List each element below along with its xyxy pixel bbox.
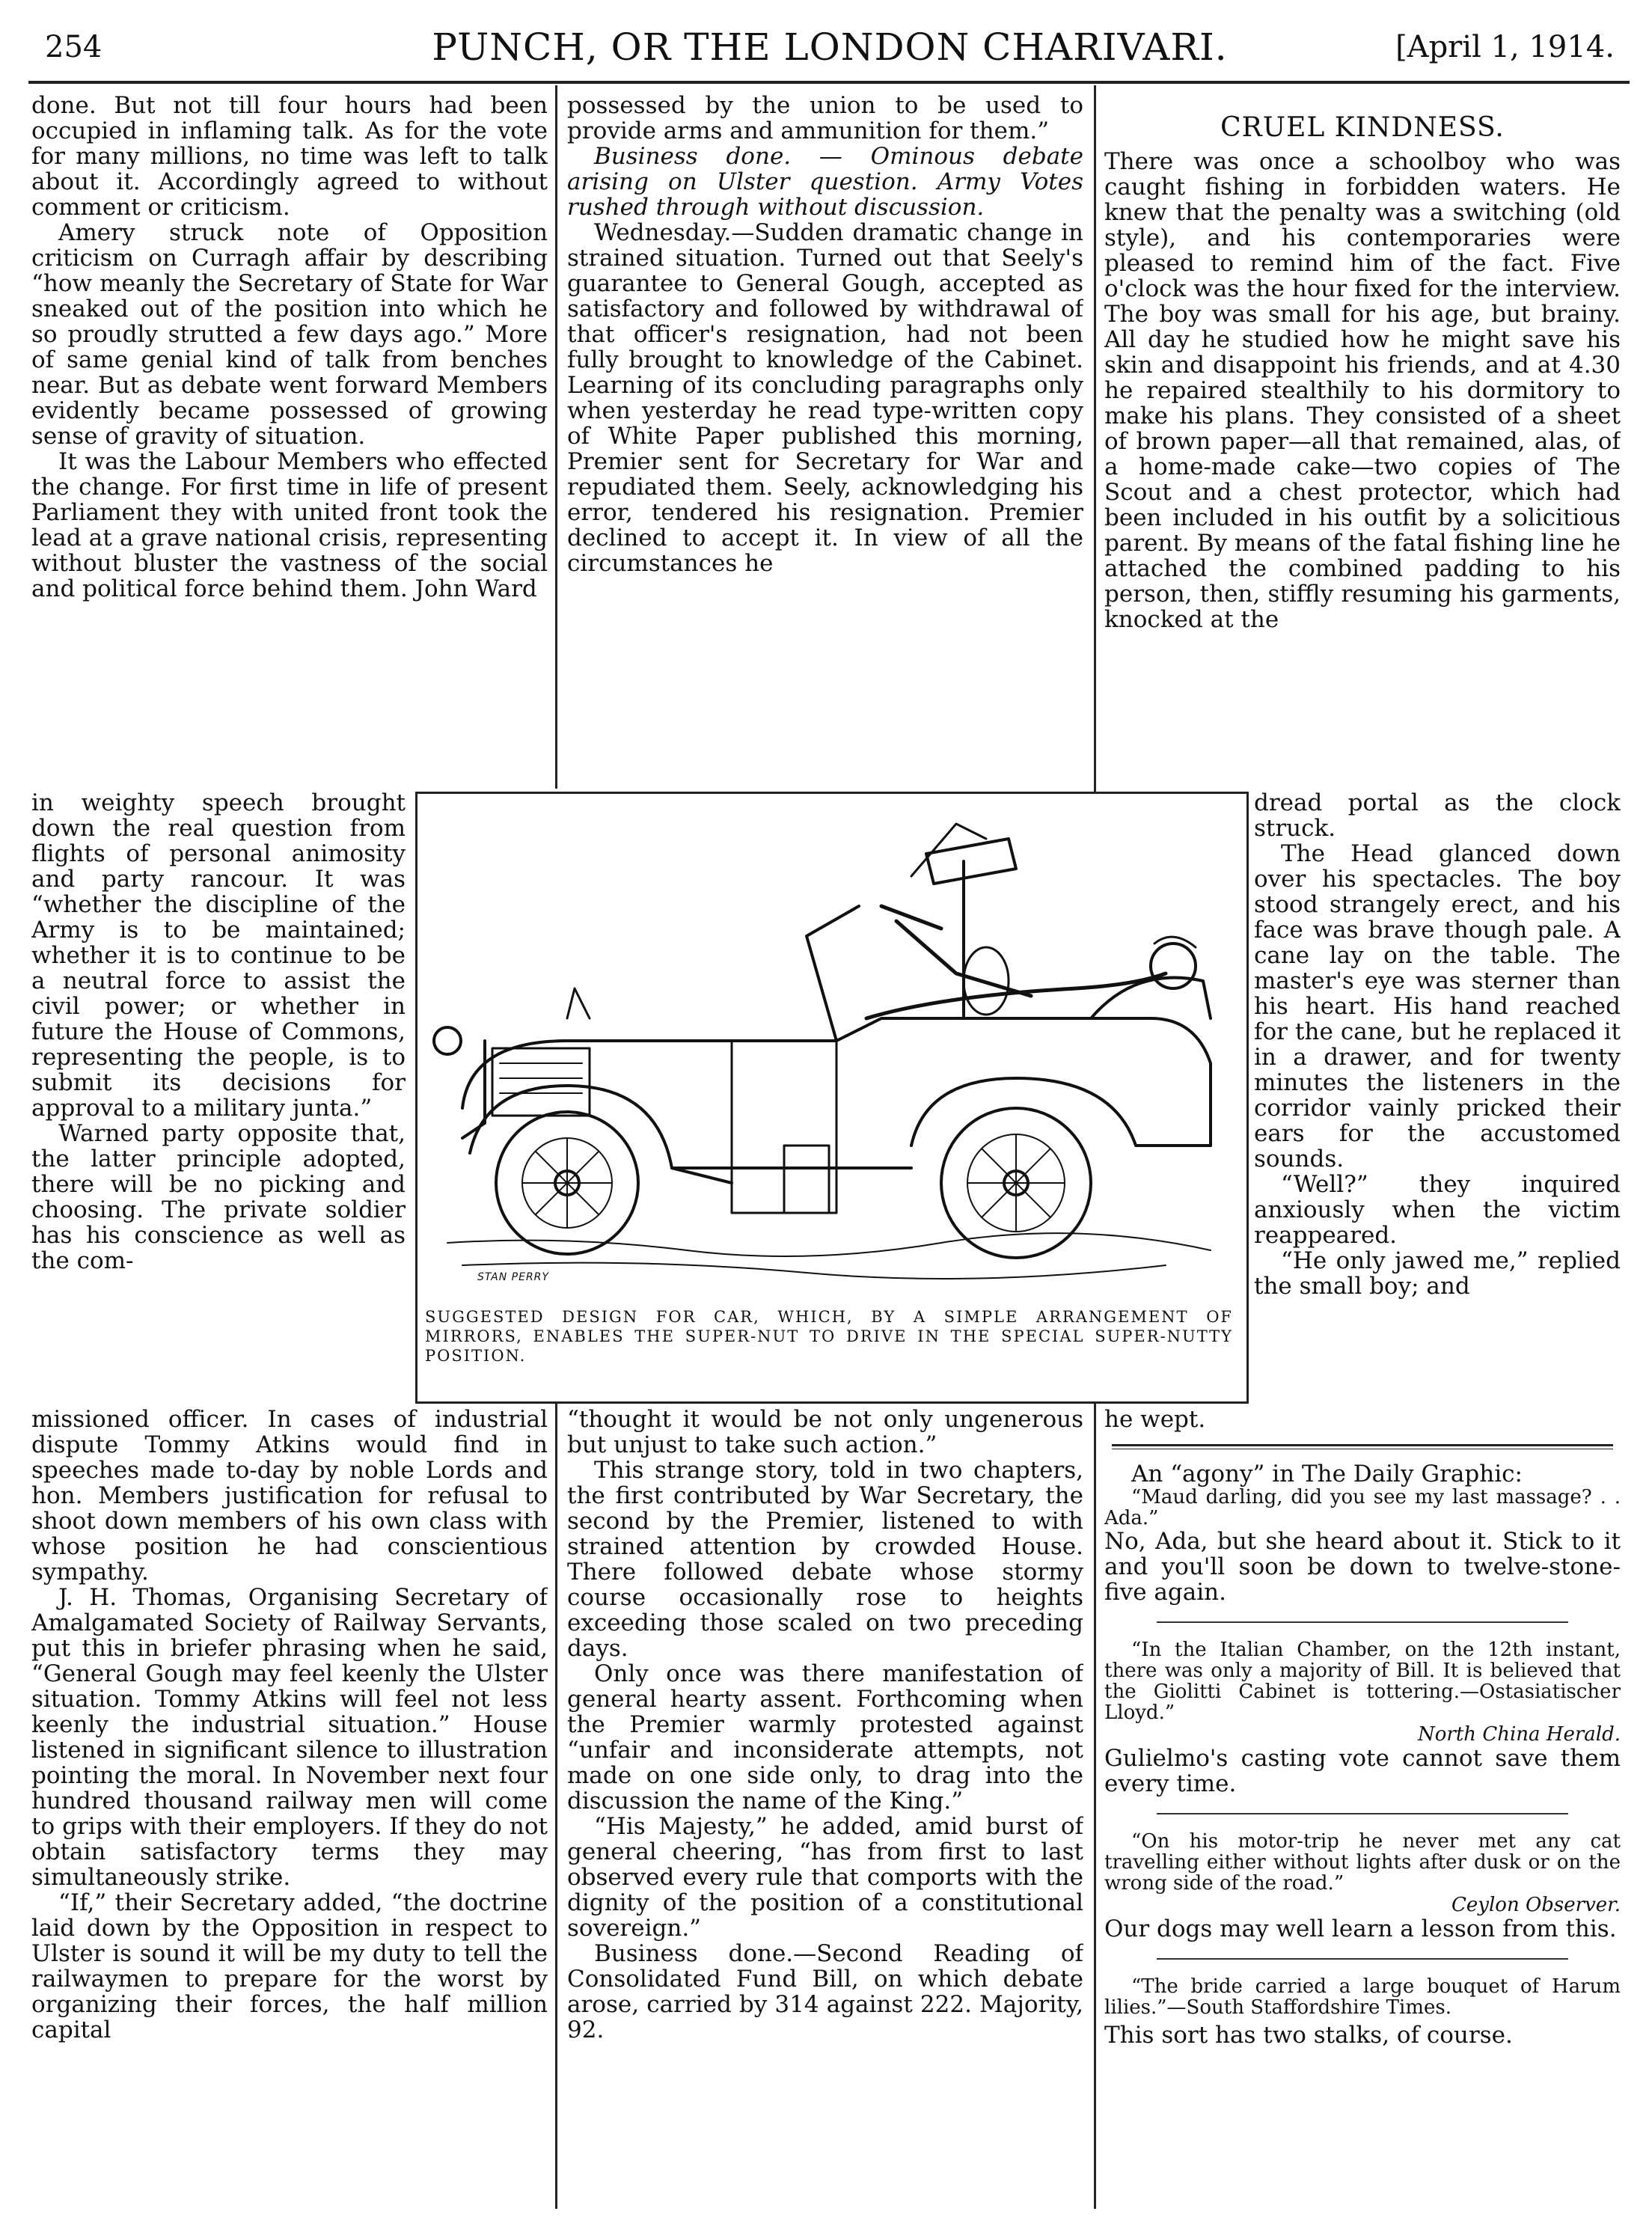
divider	[1112, 1444, 1613, 1449]
column-divider-2	[1094, 85, 1096, 796]
column-divider-2b	[1094, 1401, 1096, 2209]
car-illustration	[417, 794, 1246, 1303]
illustration-frame	[415, 792, 1249, 1404]
paragraph: Business done. — Ominous debate arising on Ulster question. Army Votes rushed through without discussion.	[567, 143, 1083, 221]
column-1-top	[31, 93, 548, 789]
column-divider-1	[555, 85, 557, 789]
paragraph: “Well?” they inquired anxiously when the victim reappeared.	[1254, 1171, 1621, 1249]
article-heading: CRUEL KINDNESS.	[1220, 112, 1505, 143]
motor-source: Ceylon Observer.	[1451, 1894, 1621, 1916]
column-1-middle	[31, 790, 406, 1404]
divider	[1157, 1958, 1568, 1960]
column-2-bottom	[567, 1407, 1083, 2215]
paragraph: Business done.—Second Reading of Consolidated Fund Bill, on which debate arose, carried by 314 against 222. Majority, 92.	[567, 1940, 1083, 2043]
paragraph: J. H. Thomas, Organising Secretary of Amalgamated Society of Railway Servants, put this in briefer phrasing when he said, “General Gough may feel keenly the Ulster situation. Tommy Atkins will feel not less keenly the industrial situation.” House listened in significant silence to illustration pointing the moral. In November next four hundred thousand railway men will come to grips with their employers. If they do not obtain satisfactory terms they may simultaneously strike.	[31, 1584, 548, 1891]
issue-date: [April 1, 1914.	[1395, 30, 1615, 64]
agony-intro: An “agony” in The Daily Graphic:	[1131, 1461, 1523, 1487]
bride-comment: This sort has two stalks, of course.	[1104, 2022, 1513, 2049]
bride-quote: “The bride carried a large bouquet of Harum lilies.”—South Staffordshire Times.	[1104, 1975, 1621, 2019]
divider	[1157, 1621, 1568, 1623]
paragraph: “His Majesty,” he added, amid burst of general cheering, “has from first to last observed every rule that comports with the dignity of the position of a constitutional sovereign.”	[567, 1813, 1083, 1942]
motor-quote: “On his motor-trip he never met any cat travelling either without lights after dusk or on the wrong side of the road.”	[1104, 1830, 1621, 1895]
column-2-top	[567, 93, 1083, 789]
paragraph: “He only jawed me,” replied the small boy; and	[1254, 1247, 1621, 1300]
page-header	[33, 25, 1627, 78]
paragraph: done. But not till four hours had been occupied in inflaming talk. As for the vote for many millions, no time was left to talk about it. Accordingly agreed to without comment or criticism.	[31, 93, 548, 221]
paragraph: This strange story, told in two chapters, the first contributed by War Secretary, the second by the Premier, listened to with strained attention by crowded House. There followed debate whose stormy course occasionally rose to heights exceeding those scaled on two preceding days.	[567, 1457, 1083, 1662]
italian-quote: “In the Italian Chamber, on the 12th instant, there was only a majority of Bill. It is believed that the Giolitti Cabinet is tottering.—Ostasiatischer Lloyd.”	[1104, 1639, 1621, 1724]
column-3-middle	[1254, 790, 1621, 1404]
paragraph: Wednesday.—Sudden dramatic change in strained situation. Turned out that Seely's guarantee to General Gough, accepted as satisfactory and followed by withdrawal of that officer's resignation, had not been fully brought to knowledge of the Cabinet. Learning of its concluding paragraphs only when yesterday he read type-written copy of White Paper published this morning, Premier sent for Secretary for War and repudiated them. Seely, acknowledging his error, tendered his resignation. Premier declined to accept it. In view of all the circumstances he	[567, 219, 1083, 577]
paragraph: “If,” their Secretary added, “the doctrine laid down by the Opposition in respect to Ulster is sound it will be my duty to tell the railwaymen to prepare for the worst by organizing their forces, the half million capital	[31, 1889, 548, 2043]
paragraph: Warned party opposite that, the latter principle adopted, there will be no picking and choosing. The private soldier has his conscience as well as the com-	[31, 1120, 406, 1274]
motor-comment: Our dogs may well learn a lesson from this.	[1104, 1915, 1617, 1942]
paragraph: possessed by the union to be used to provide arms and ammunition for them.”	[567, 93, 1083, 144]
paragraph: Amery struck note of Opposition criticism on Curragh affair by describing “how meanly the Secretary of State for War sneaked out of the position into which he so proudly strutted a few days ago.” More of same genial kind of talk from benches near. But as debate went forward Members evidently became possessed of growing sense of gravity of situation.	[31, 219, 548, 450]
masthead-title: PUNCH, OR THE LONDON CHARIVARI.	[432, 25, 1228, 69]
column-3-bottom	[1104, 1407, 1621, 2215]
illustration-caption: SUGGESTED DESIGN FOR CAR, WHICH, BY A SIMPLE ARRANGEMENT OF MIRRORS, ENABLES THE SUPER-NUT TO DRIVE IN THE SPECIAL SUPER-NUTTY POSITION.	[425, 1308, 1233, 1365]
paragraph: The Head glanced down over his spectacles. The boy stood strangely erect, and his face was brave though pale. A cane lay on the table. The master's eye was sterner than his heart. His hand reached for the cane, but he replaced it in a drawer, and for twenty minutes the listeners in the corridor vainly pricked their ears for the accustomed sounds.	[1254, 840, 1621, 1172]
italian-comment: Gulielmo's casting vote cannot save them every time.	[1104, 1745, 1621, 1797]
artist-signature: STAN PERRY	[477, 1271, 549, 1283]
column-divider-1b	[555, 1401, 557, 2209]
column-1-bottom	[31, 1407, 548, 2215]
header-rule	[28, 81, 1630, 84]
paragraph: in weighty speech brought down the real question from flights of personal animosity and party rancour. It was “whether the discipline of the Army is to be maintained; whether it is to continue to be a neutral force to assist the civil power; or whether in future the House of Commons, representing the people, is to submit its decisions for approval to a military junta.”	[31, 790, 406, 1122]
agony-comment: No, Ada, but she heard about it. Stick to it and you'll soon be down to twelve-stone-five again.	[1104, 1528, 1621, 1606]
column-3-top	[1104, 112, 1621, 790]
divider	[1157, 1813, 1568, 1814]
paragraph: missioned officer. In cases of industrial dispute Tommy Atkins would find in speeches made to-day by noble Lords and hon. Members justification for refusal to shoot down members of his own class with whose position he had conscientious sympathy.	[31, 1407, 548, 1586]
paragraph: dread portal as the clock struck.	[1254, 790, 1621, 842]
paragraph: There was once a schoolboy who was caught fishing in forbidden waters. He knew that the penalty was a switching (old style), and his contemporaries were pleased to remind him of the fact. Five o'clock was the hour fixed for the interview. The boy was small for his age, but brainy. All day he studied how he might save his skin and disappoint his friends, and at 4.30 he repaired stealthily to his dormitory to make his plans. They consisted of a sheet of brown paper—all that remained, alas, of a home-made cake—two copies of The Scout and a chest protector, which had been included in his outfit by a solicitious parent. By means of the fatal fishing line he attached the combined padding to his person, then, stiffly resuming his garments, knocked at the	[1104, 148, 1621, 633]
paragraph: Only once was there manifestation of general hearty assent. Forthcoming when the Premier warmly protested against “unfair and inconsiderate attempts, not made on one side only, to drag into the discussion the name of the King.”	[567, 1660, 1083, 1814]
italian-source: North China Herald.	[1418, 1723, 1621, 1746]
paragraph: It was the Labour Members who effected the change. For first time in life of present Parliament they with united front took the lead at a grave national crisis, representing without bluster the vastness of the social and political force behind them. John Ward	[31, 448, 548, 602]
page-number: 254	[45, 30, 103, 64]
agony-quote: “Maud darling, did you see my last massage? . . Ada.”	[1104, 1486, 1621, 1529]
paragraph: “thought it would be not only ungenerous but unjust to take such action.”	[567, 1407, 1083, 1458]
paragraph: he wept.	[1104, 1407, 1206, 1433]
